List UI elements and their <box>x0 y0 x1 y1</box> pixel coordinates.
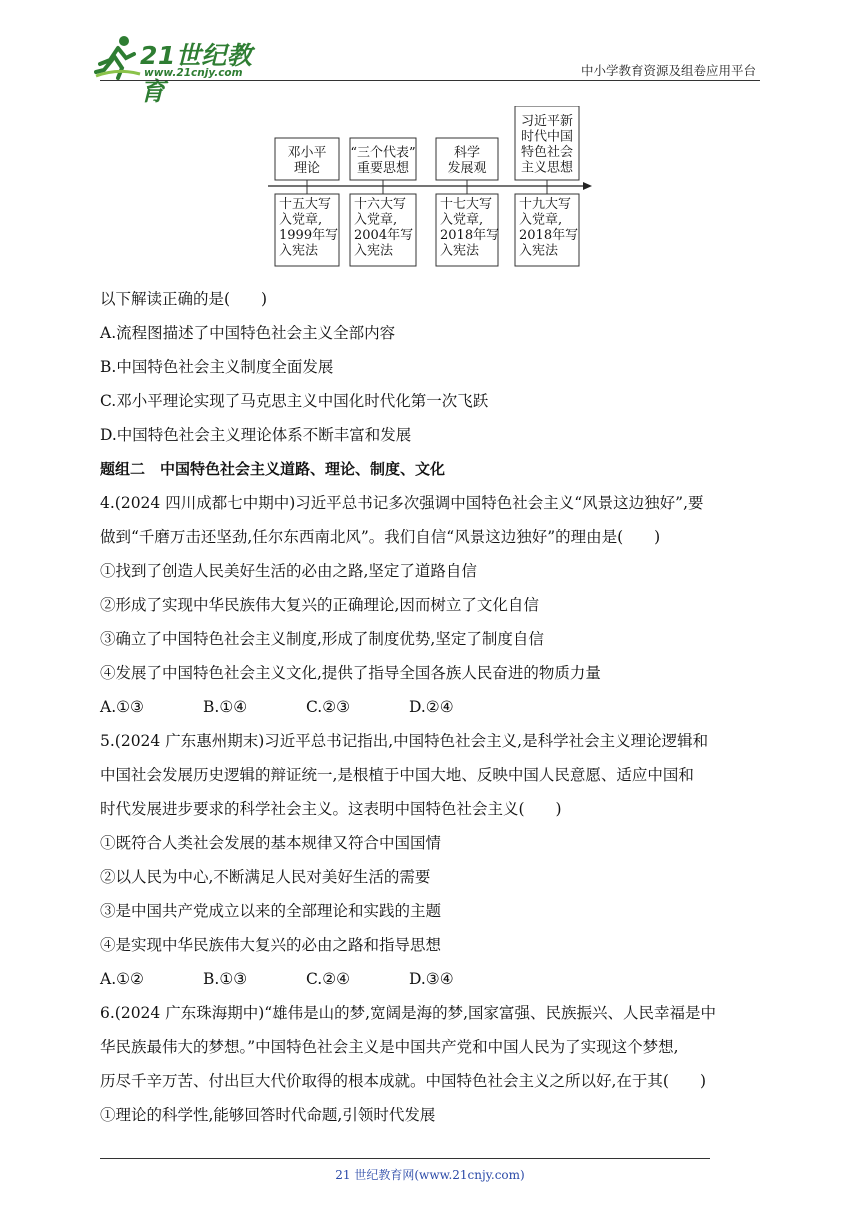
top-box-1-line-2: 理论 <box>293 161 321 176</box>
platform-name: 中小学教育资源及组卷应用平台 <box>580 63 756 78</box>
q4-option-a[interactable]: A.①③ <box>100 698 144 716</box>
q5-item-1: ①既符合人类社会发展的基本规律又符合中国国情 <box>100 834 442 852</box>
q5-stem-line-3: 时代发展进步要求的科学社会主义。这表明中国特色社会主义( ) <box>100 800 562 818</box>
bottom-box-1-line-3: 1999年写 <box>279 228 339 243</box>
bottom-box-2-line-1: 十六大写 <box>354 197 407 212</box>
footer-divider <box>100 1158 710 1159</box>
q4-stem-line-2: 做到“千磨万击还坚劲,任尔东西南北风”。我们自信“风景这边独好”的理由是( ) <box>100 528 661 546</box>
q4-option-b[interactable]: B.①④ <box>203 698 248 716</box>
q5-stem-line-1: 5.(2024 广东惠州期末)习近平总书记指出,中国特色社会主义,是科学社会主义理论逻辑和 <box>100 732 709 750</box>
bottom-box-2-line-4: 入宪法 <box>354 243 394 259</box>
q6-stem-line-1: 6.(2024 广东珠海期中)“雄伟是山的梦,宽阔是海的梦,国家富强、民族振兴、人民幸福是中 <box>100 1004 717 1022</box>
bottom-box-4-line-2: 入党章, <box>519 212 563 228</box>
q5-item-3: ③是中国共产党成立以来的全部理论和实践的主题 <box>100 902 442 920</box>
top-box-4-line-4: 主义思想 <box>520 160 574 176</box>
q4-option-c[interactable]: C.②③ <box>306 698 351 716</box>
q3-option-d[interactable]: D.中国特色社会主义理论体系不断丰富和发展 <box>100 426 412 444</box>
top-box-4-line-3: 特色社会 <box>520 145 574 160</box>
bottom-box-1-line-1: 十五大写 <box>279 197 332 212</box>
bottom-box-4-line-4: 入宪法 <box>519 243 559 259</box>
q5-option-c[interactable]: C.②④ <box>306 970 351 988</box>
q4-item-4: ④发展了中国特色社会主义文化,提供了指导全国各族人民奋进的物质力量 <box>100 664 601 682</box>
q4-options <box>100 690 770 724</box>
site-logo[interactable] <box>94 34 264 106</box>
q4-stem-line-1: 4.(2024 四川成都七中期中)习近平总书记多次强调中国特色社会主义“风景这边独好”,要 <box>100 494 704 512</box>
runner-logo-icon <box>94 34 142 80</box>
q6-item-1: ①理论的科学性,能够回答时代命题,引领时代发展 <box>100 1106 436 1124</box>
footer-text[interactable]: 21 世纪教育网(www.21cnjy.com) <box>335 1168 525 1182</box>
top-box-4-line-1: 习近平新 <box>520 114 574 129</box>
bottom-box-3-line-2: 入党章, <box>440 212 484 228</box>
logo-title: 21世纪教育 <box>140 41 253 106</box>
q3-stem: 以下解读正确的是( ) <box>100 290 268 308</box>
q5-options <box>100 962 770 996</box>
q4-option-d[interactable]: D.②④ <box>409 698 454 716</box>
header-divider <box>100 80 760 81</box>
q5-option-b[interactable]: B.①③ <box>203 970 248 988</box>
top-box-1-line-1: 邓小平 <box>287 145 327 161</box>
q4-item-1: ①找到了创造人民美好生活的必由之路,坚定了道路自信 <box>100 562 477 580</box>
q5-item-4: ④是实现中华民族伟大复兴的必由之路和指导思想 <box>100 936 442 954</box>
bottom-box-4-line-1: 十九大写 <box>519 197 572 212</box>
top-box-3-line-1: 科学 <box>453 145 481 161</box>
q4-item-2: ②形成了实现中华民族伟大复兴的正确理论,因而树立了文化自信 <box>100 596 539 614</box>
top-box-3-line-2: 发展观 <box>447 161 487 176</box>
group2-title: 题组二 中国特色社会主义道路、理论、制度、文化 <box>100 460 446 478</box>
bottom-box-2-line-2: 入党章, <box>354 212 398 228</box>
q5-option-d[interactable]: D.③④ <box>409 970 454 988</box>
bottom-box-3-line-3: 2018年写 <box>440 228 500 243</box>
bottom-box-3-line-1: 十七大写 <box>440 197 493 212</box>
q6-stem-line-2: 华民族最伟大的梦想。”中国特色社会主义是中国共产党和中国人民为了实现这个梦想, <box>100 1038 679 1056</box>
top-box-2-line-1: “三个代表” <box>350 145 416 161</box>
q4-item-3: ③确立了中国特色社会主义制度,形成了制度优势,坚定了制度自信 <box>100 630 544 648</box>
q3-option-a[interactable]: A.流程图描述了中国特色社会主义全部内容 <box>100 324 396 342</box>
q6-stem-line-3: 历尽千辛万苦、付出巨大代价取得的根本成就。中国特色社会主义之所以好,在于其( ) <box>100 1072 707 1090</box>
bottom-box-4-line-3: 2018年写 <box>519 228 579 243</box>
question-content <box>100 282 770 1132</box>
page-header <box>0 0 860 106</box>
bottom-box-3-line-4: 入宪法 <box>440 243 480 259</box>
q3-option-c[interactable]: C.邓小平理论实现了马克思主义中国化时代化第一次飞跃 <box>100 392 489 410</box>
axis-arrow-icon <box>583 182 592 190</box>
bottom-box-2-line-3: 2004年写 <box>354 228 414 243</box>
bottom-box-1-line-2: 入党章, <box>279 212 323 228</box>
logo-url: www.21cnjy.com <box>144 67 243 79</box>
q3-option-b[interactable]: B.中国特色社会主义制度全面发展 <box>100 358 334 376</box>
theory-timeline-diagram <box>268 106 598 271</box>
q5-option-a[interactable]: A.①② <box>100 970 144 988</box>
q5-item-2: ②以人民为中心,不断满足人民对美好生活的需要 <box>100 868 431 886</box>
bottom-box-1-line-4: 入宪法 <box>279 243 319 259</box>
top-box-2-line-2: 重要思想 <box>356 161 410 176</box>
top-box-4-line-2: 时代中国 <box>520 129 574 145</box>
q5-stem-line-2: 中国社会发展历史逻辑的辩证统一,是根植于中国大地、反映中国人民意愿、适应中国和 <box>100 766 694 784</box>
